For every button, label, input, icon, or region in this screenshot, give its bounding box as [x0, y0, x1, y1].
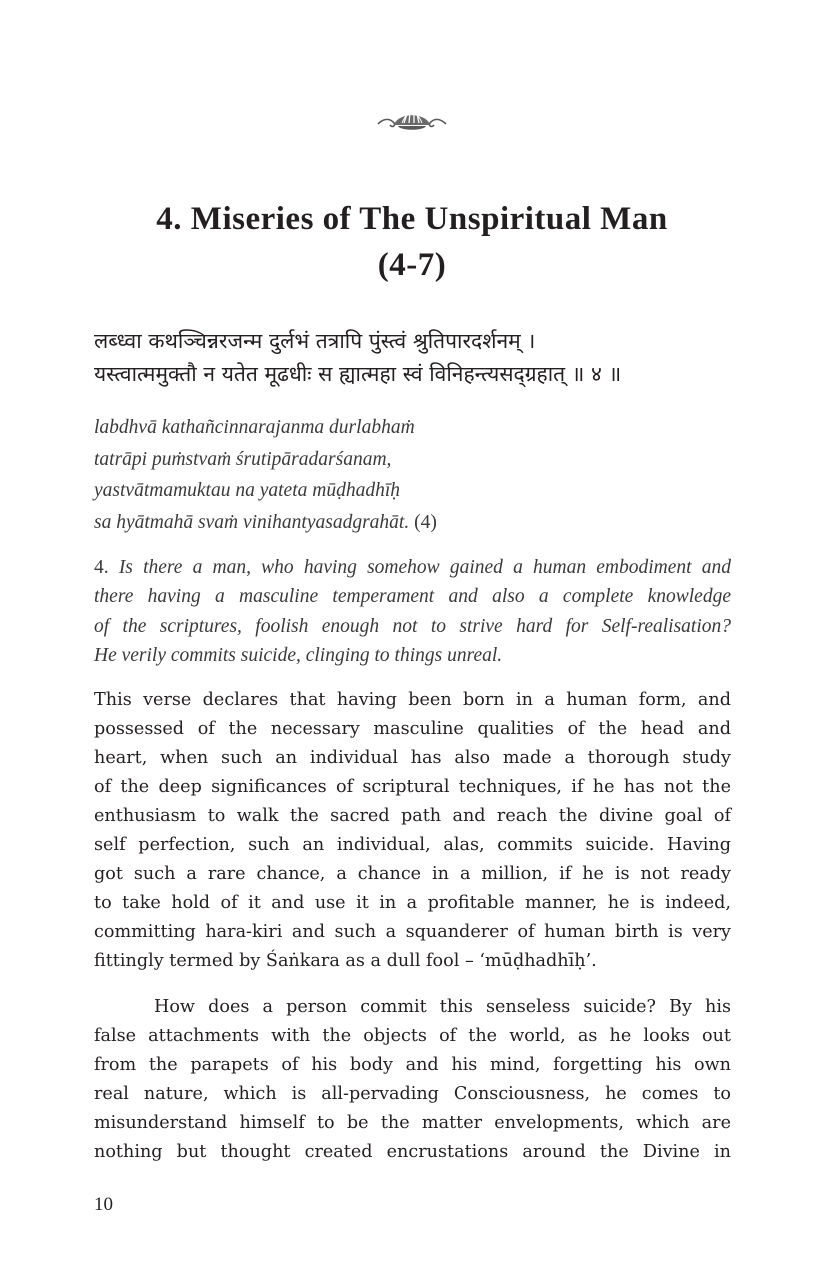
- verse-translation: [94, 553, 731, 670]
- translation-line: there having a masculine temperament and also a complete knowledge: [94, 586, 731, 608]
- paragraph-line: self perfection, such an individual, alas, commits suicide. Having: [94, 835, 731, 855]
- sanskrit-line: यस्त्वात्ममुक्तौ न यतेत मूढधीः स ह्यात्महा स्वं विनिहन्त्यसद्ग्रहात् ॥ ४ ॥: [94, 362, 622, 386]
- translation-line: 4. Is there a man, who having somehow gained a human embodiment and: [94, 557, 732, 578]
- paragraph-line: misunderstand himself to be the matter envelopments, which are: [94, 1113, 731, 1133]
- chapter-title-line2: (4-7): [377, 247, 447, 283]
- transliteration-line-last: sa hyātmahā svaṁ vinihantyasadgrahāt. (4): [94, 511, 437, 533]
- translation-number: 4.: [94, 557, 109, 578]
- transliteration: [94, 412, 734, 538]
- paragraph-line: real nature, which is all-pervading Consciousness, he comes to: [94, 1084, 731, 1104]
- verse-number: (4): [414, 511, 437, 533]
- paragraph-line: This verse declares that having been born in a human form, and: [94, 690, 731, 710]
- paragraph-line: of the deep significances of scriptural techniques, if he has not the: [94, 777, 731, 797]
- chapter-title-line1: 4. Miseries of The Unspiritual Man: [156, 201, 668, 237]
- commentary-paragraph-2: [94, 993, 731, 1167]
- paragraph-line: nothing but thought created encrustations around the Divine in: [94, 1142, 731, 1162]
- transliteration-line: labdhvā kathañcinnarajanma durlabhaṁ: [94, 417, 415, 438]
- paragraph-line: got such a rare chance, a chance in a million, if he is not ready: [94, 864, 731, 884]
- paragraph-line: false attachments with the objects of the world, as he looks out: [94, 1026, 731, 1046]
- translation-line: of the scriptures, foolish enough not to strive hard for Self-realisation?: [94, 615, 731, 637]
- paragraph-line: possessed of the necessary masculine qualities of the head and: [94, 719, 731, 739]
- sanskrit-verse: [94, 325, 734, 391]
- page-number: 10: [94, 1194, 113, 1215]
- commentary-paragraph-1: [94, 686, 731, 976]
- translation-line: He verily commits suicide, clinging to things unreal.: [94, 644, 503, 666]
- paragraph-line: fittingly termed by Śaṅkara as a dull fool – ‘mūḍhadhīḥ’.: [94, 951, 597, 971]
- paragraph-line: to take hold of it and use it in a profitable manner, he is indeed,: [94, 893, 731, 913]
- paragraph-line: How does a person commit this senseless suicide? By his: [154, 997, 731, 1017]
- paragraph-line: enthusiasm to walk the sacred path and reach the divine goal of: [94, 806, 731, 826]
- transliteration-line: tatrāpi puṁstvaṁ śrutipāradarśanam,: [94, 448, 392, 470]
- sanskrit-line: लब्ध्वा कथञ्चिन्नरजन्म दुर्लभं तत्रापि पुंस्त्वं श्रुतिपारदर्शनम् ।: [94, 329, 536, 353]
- paragraph-line: committing hara-kiri and such a squanderer of human birth is very: [94, 922, 731, 942]
- paragraph-line: heart, when such an individual has also made a thorough study: [94, 748, 731, 768]
- lotus-ornament-icon: [376, 104, 448, 136]
- paragraph-line: from the parapets of his body and his mind, forgetting his own: [94, 1055, 731, 1075]
- chapter-title: [94, 196, 730, 288]
- transliteration-line: yastvātmamuktau na yateta mūḍhadhīḥ: [94, 480, 400, 501]
